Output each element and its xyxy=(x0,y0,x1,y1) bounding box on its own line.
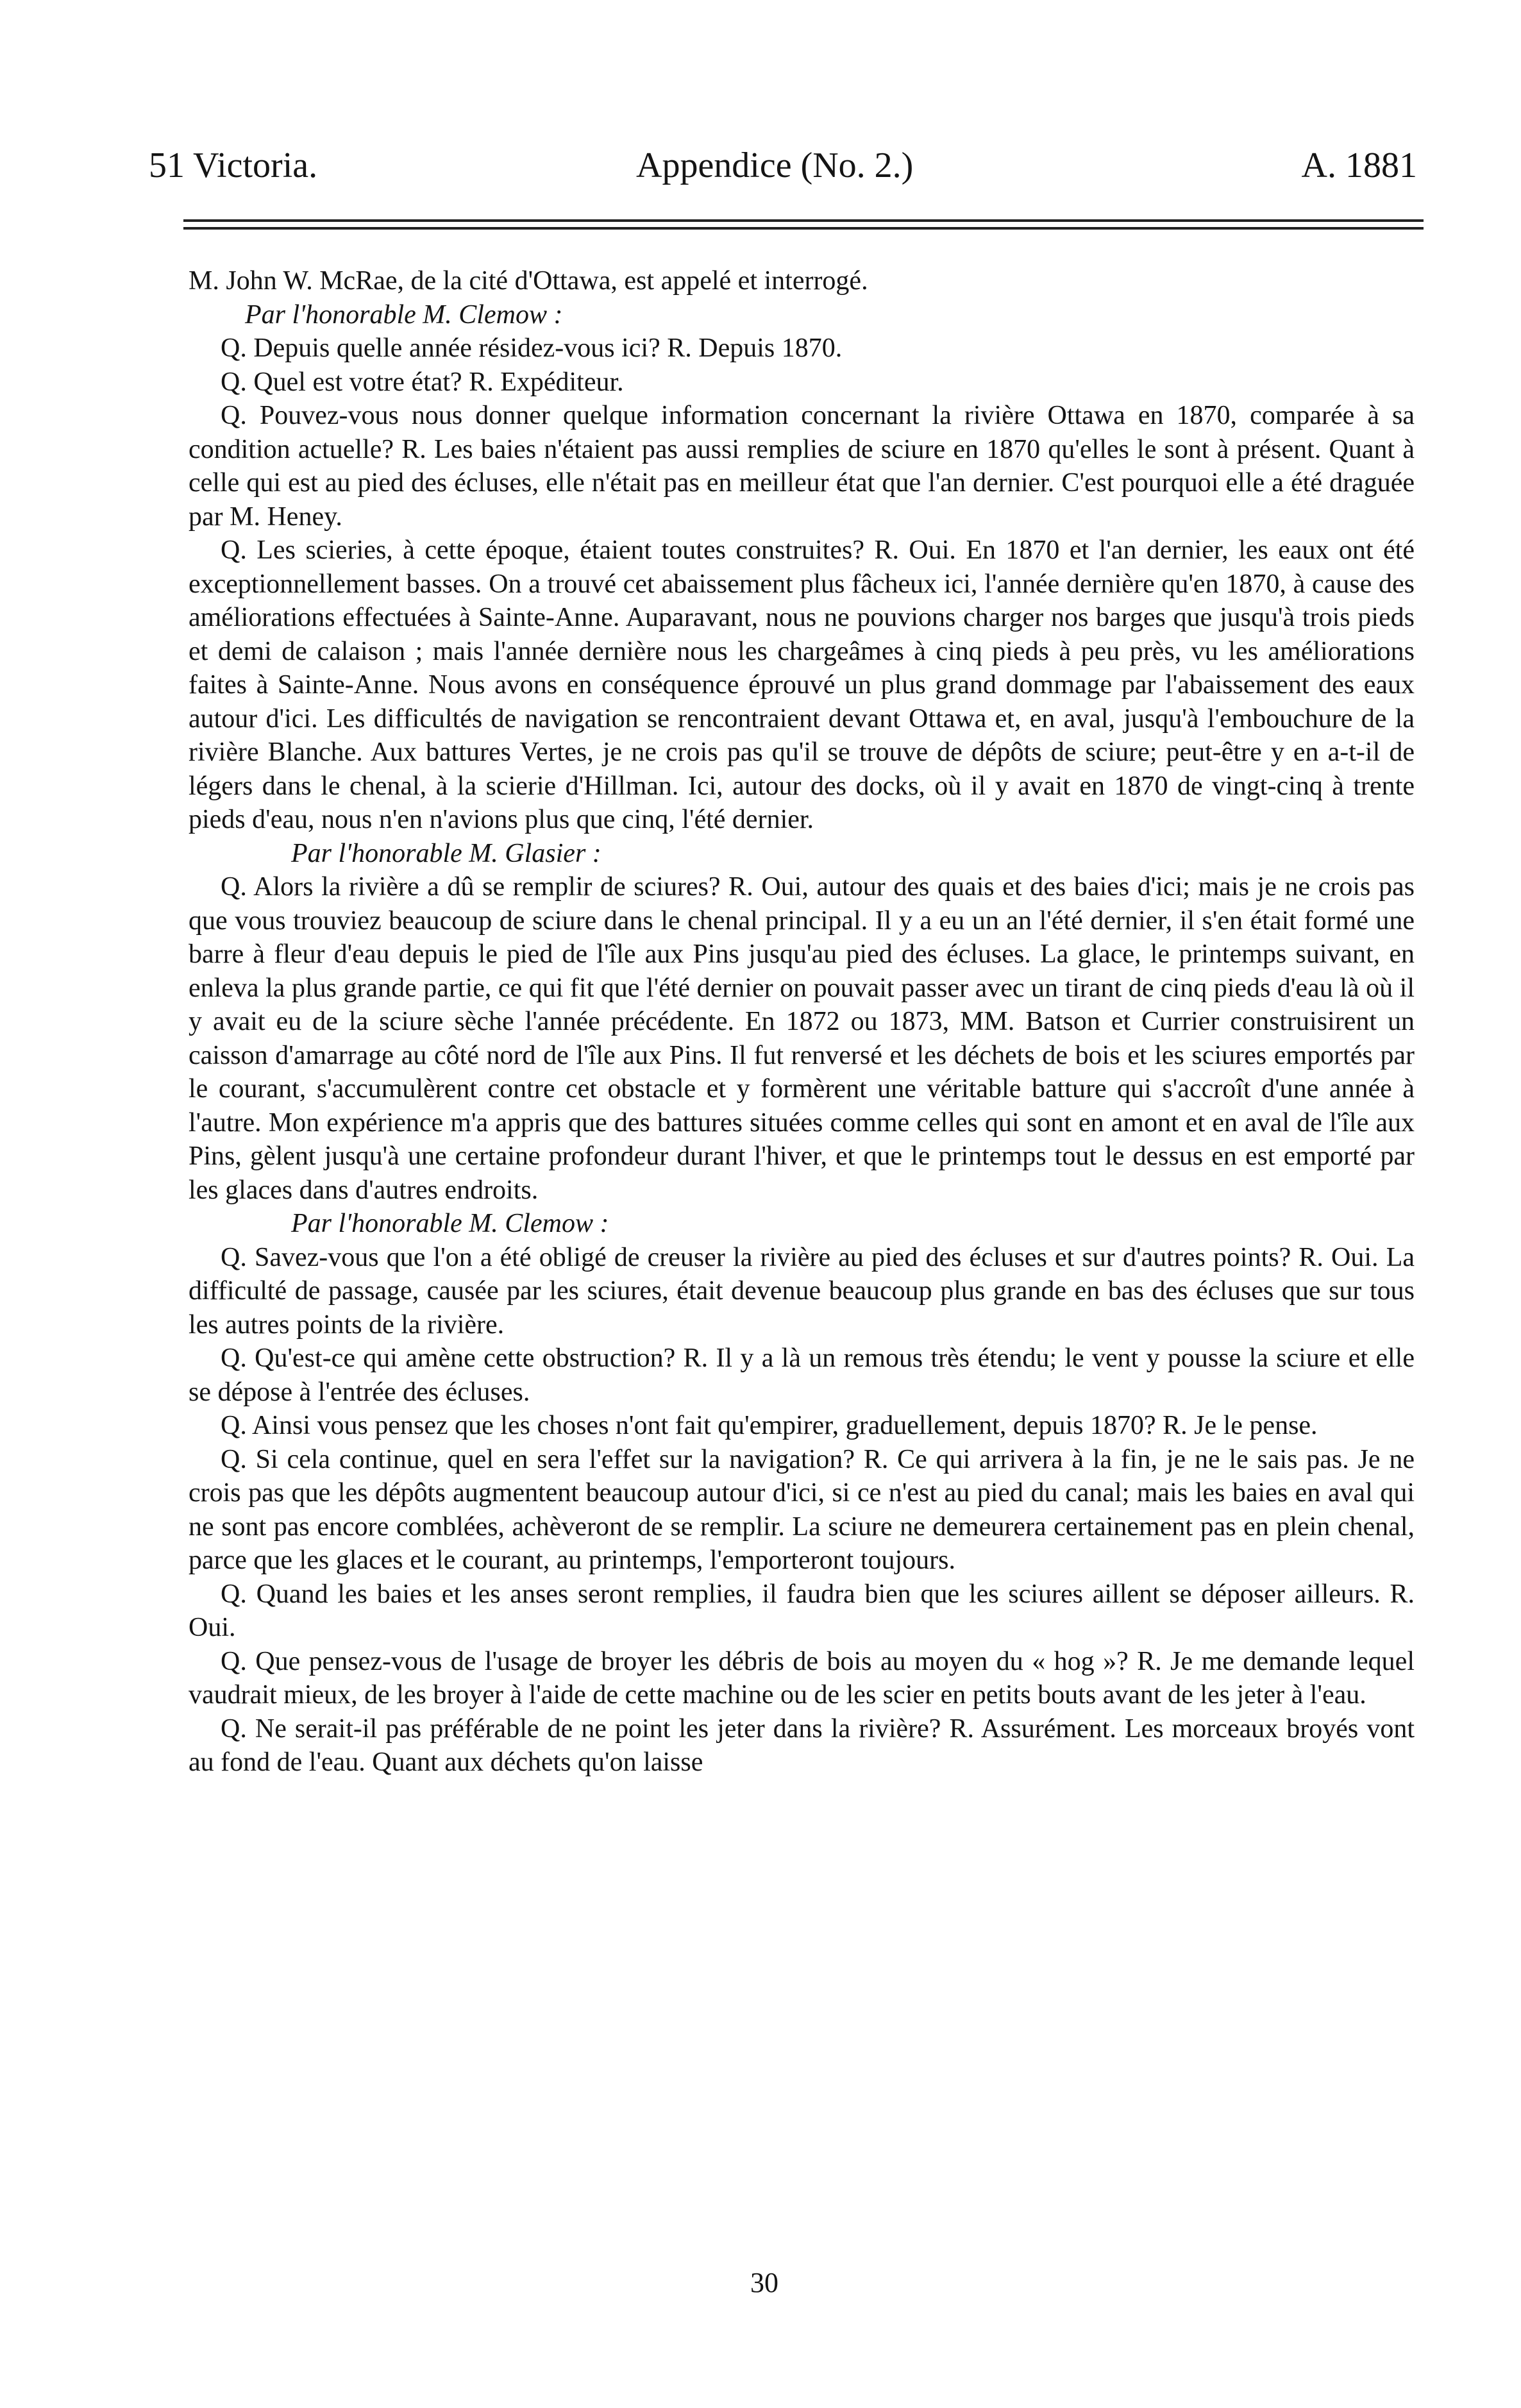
header-year: A. 1881 xyxy=(1301,146,1417,185)
running-header xyxy=(149,140,1417,191)
question-answer: Q. Si cela continue, quel en sera l'effet sur la navigation? R. Ce qui arrivera à la fin, je ne le sais pas. Je ne crois pas que les dépôts augmentent beaucoup autour d'ici, si ce n'est au pied du canal; mais les baies en aval qui ne sont pas encore comblées, achèveront de se remplir. La sciure ne demeurera certainement pas en plein chenal, parce que les glaces et le courant, au printemps, l'emporteront toujours. xyxy=(189,1444,1415,1575)
examiner-heading: Par l'honorable M. Clemow : xyxy=(291,1209,609,1238)
testimony-body xyxy=(189,264,1415,1780)
question-answer: Q. Savez-vous que l'on a été obligé de creuser la rivière au pied des écluses et sur d'autres points? R. Oui. La difficulté de passage, causée par les sciures, était devenue beaucoup plus grande en bas des écluses que sur tous les autres points de la rivière. xyxy=(189,1242,1415,1340)
question-answer: Q. Pouvez-vous nous donner quelque information concernant la rivière Ottawa en 1870, comparée à sa condition actuelle? R. Les baies n'étaient pas aussi remplies de sciure en 1870 qu'elles le sont à présent. Quant à celle qui est au pied des écluses, elle n'était pas en meilleur état que l'an dernier. C'est pourquoi elle a été draguée par M. Heney. xyxy=(189,401,1415,532)
question-answer: Q. Alors la rivière a dû se remplir de sciures? R. Oui, autour des quais et des baies d'ici; mais je ne crois pas que vous trouviez beaucoup de sciure dans le chenal principal. Il y a eu un an l'été dernier, il s'en était formé une barre à fleur d'eau depuis le pied de l'île aux Pins jusqu'au pied des écluses. La glace, le printemps suivant, en enleva la plus grande partie, ce qui fit que l'été dernier on pouvait passer avec un tirant de cinq pieds d'eau là où il y avait eu de la sciure sèche l'année précédente. En 1872 ou 1873, MM. Batson et Currier construisirent un caisson d'amarrage au côté nord de l'île aux Pins. Il fut renversé et les déchets de bois et les sciures emportés par le courant, s'accumulèrent contre cet obstacle et y formèrent une véritable batture qui s'accroît d'une année à l'autre. Mon expérience m'a appris que des battures situées comme celles qui sont en amont et en aval de l'île aux Pins, gèlent jusqu'à une certaine profondeur durant l'hiver, et que le printemps tout le dessus en est emporté par les glaces dans d'autres endroits. xyxy=(189,872,1415,1205)
examiner-heading: Par l'honorable M. Glasier : xyxy=(291,838,601,868)
examiner-heading: Par l'honorable M. Clemow : xyxy=(245,299,563,330)
question-answer: Q. Que pensez-vous de l'usage de broyer les débris de bois au moyen du « hog »? R. Je me demande lequel vaudrait mieux, de les broyer à l'aide de cette machine ou de les scier en petits bouts avant de les jeter à l'eau. xyxy=(189,1646,1415,1710)
question-answer: Q. Quel est votre état? R. Expéditeur. xyxy=(221,367,624,397)
question-answer: Q. Ainsi vous pensez que les choses n'ont fait qu'empirer, graduellement, depuis 1870? R. Je le pense. xyxy=(221,1411,1318,1440)
witness-intro: M. John W. McRae, de la cité d'Ottawa, est appelé et interrogé. xyxy=(189,266,868,296)
question-answer: Q. Ne serait-il pas préférable de ne point les jeter dans la rivière? R. Assurément. Les morceaux broyés vont au fond de l'eau. Quant aux déchets qu'on laisse xyxy=(189,1713,1415,1777)
question-answer: Q. Qu'est-ce qui amène cette obstruction? R. Il y a là un remous très étendu; le vent y pousse la sciure et elle se dépose à l'entrée des écluses. xyxy=(189,1343,1415,1407)
header-rule-bottom xyxy=(183,227,1424,230)
header-rule-top xyxy=(183,219,1424,222)
page-number: 30 xyxy=(750,2267,778,2298)
question-answer: Q. Les scieries, à cette époque, étaient toutes construites? R. Oui. En 1870 et l'an dernier, les eaux ont été exceptionnellement basses. On a trouvé cet abaissement plus fâcheux ici, l'année dernière qu'en 1870, à cause des améliorations effectuées à Sainte-Anne. Auparavant, nous ne pouvions charger nos barges que jusqu'à trois pieds et demi de calaison ; mais l'année dernière nous les chargeâmes à cinq pieds à peu près, vu les améliorations faites à Sainte-Anne. Nous avons en conséquence éprouvé un plus grand dommage par l'abaissement des eaux autour d'ici. Les difficultés de navigation se rencontraient devant Ottawa et, en aval, jusqu'à l'embouchure de la rivière Blanche. Aux battures Vertes, je ne crois pas qu'il se trouve de dépôts de sciure; peut-être y en a-t-il de légers dans le chenal, à la scierie d'Hillman. Ici, autour des docks, où il y avait en 1870 de vingt-cinq à trente pieds d'eau, nous n'en n'avions plus que cinq, l'été dernier. xyxy=(189,535,1415,834)
question-answer: Q. Depuis quelle année résidez-vous ici? R. Depuis 1870. xyxy=(221,333,843,363)
question-answer: Q. Quand les baies et les anses seront remplies, il faudra bien que les sciures aillent se déposer ailleurs. R. Oui. xyxy=(189,1579,1415,1642)
header-appendix: Appendice (No. 2.) xyxy=(636,146,914,185)
header-session: 51 Victoria. xyxy=(149,146,318,185)
